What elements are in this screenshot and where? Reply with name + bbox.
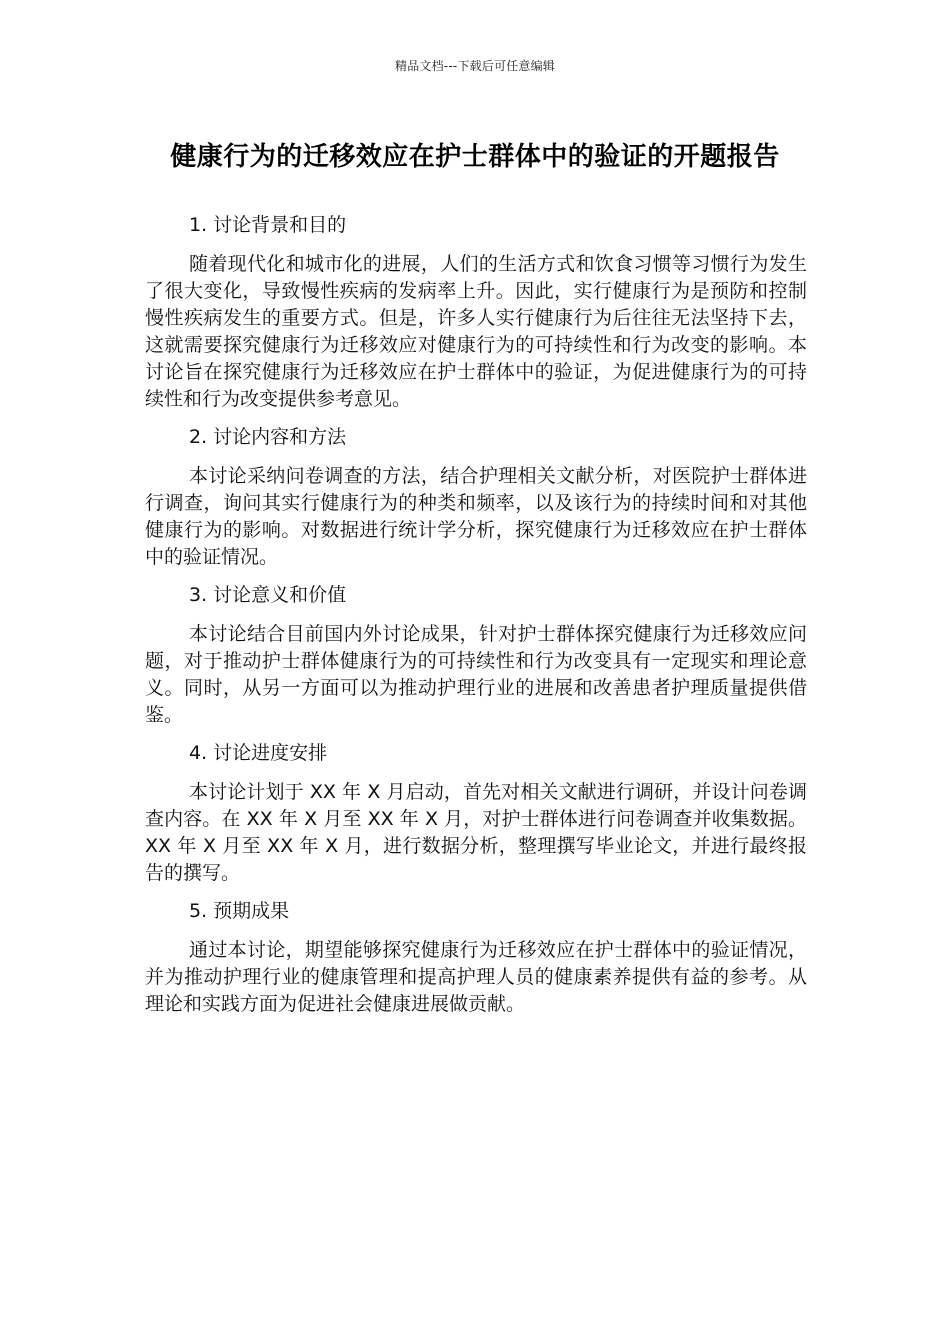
section-content-method bbox=[145, 424, 807, 571]
page-header: 精品文档---下载后可任意编辑 bbox=[395, 59, 555, 73]
section-expected-results bbox=[145, 898, 807, 1018]
section-paragraph: 本讨论计划于 XX 年 X 月启动，首先对相关文献进行调研，并设计问卷调查内容。在 XX 年 X 月至 XX 年 X 月，对护士群体进行问卷调查并收集数据。XX 年 X 月至 XX 年 X 月，进行数据分析，整理撰写毕业论文，并进行最终报告的撰写。 bbox=[145, 781, 807, 884]
section-heading: 4. 讨论进度安排 bbox=[189, 742, 328, 764]
document-body bbox=[145, 212, 807, 1029]
section-heading: 5. 预期成果 bbox=[189, 900, 290, 922]
section-paragraph: 本讨论采纳问卷调查的方法，结合护理相关文献分析，对医院护士群体进行调查，询问其实行健康行为的种类和频率，以及该行为的持续时间和对其他健康行为的影响。对数据进行统计学分析，探究健康行为迁移效应在护士群体中的验证情况。 bbox=[145, 465, 807, 568]
section-paragraph: 本讨论结合目前国内外讨论成果，针对护士群体探究健康行为迁移效应问题，对于推动护士群体健康行为的可持续性和行为改变具有一定现实和理论意义。同时，从另一方面可以为推动护理行业的进展和改善患者护理质量提供借鉴。 bbox=[145, 623, 807, 726]
section-heading: 1. 讨论背景和目的 bbox=[189, 214, 347, 236]
section-schedule bbox=[145, 740, 807, 887]
section-significance bbox=[145, 582, 807, 729]
section-paragraph: 通过本讨论，期望能够探究健康行为迁移效应在护士群体中的验证情况，并为推动护理行业的健康管理和提高护理人员的健康素养提供有益的参考。从理论和实践方面为促进社会健康进展做贡献。 bbox=[145, 939, 807, 1015]
section-paragraph: 随着现代化和城市化的进展，人们的生活方式和饮食习惯等习惯行为发生了很大变化，导致慢性疾病的发病率上升。因此，实行健康行为是预防和控制慢性疾病发生的重要方式。但是，许多人实行健康行为后往往无法坚持下去，这就需要探究健康行为迁移效应对健康行为的可持续性和行为改变的影响。本讨论旨在探究健康行为迁移效应在护士群体中的验证，为促进健康行为的可持续性和行为改变提供参考意见。 bbox=[145, 253, 807, 410]
section-heading: 2. 讨论内容和方法 bbox=[189, 426, 347, 448]
document-title: 健康行为的迁移效应在护士群体中的验证的开题报告 bbox=[170, 142, 780, 172]
section-background bbox=[145, 212, 807, 413]
section-heading: 3. 讨论意义和价值 bbox=[189, 584, 347, 606]
